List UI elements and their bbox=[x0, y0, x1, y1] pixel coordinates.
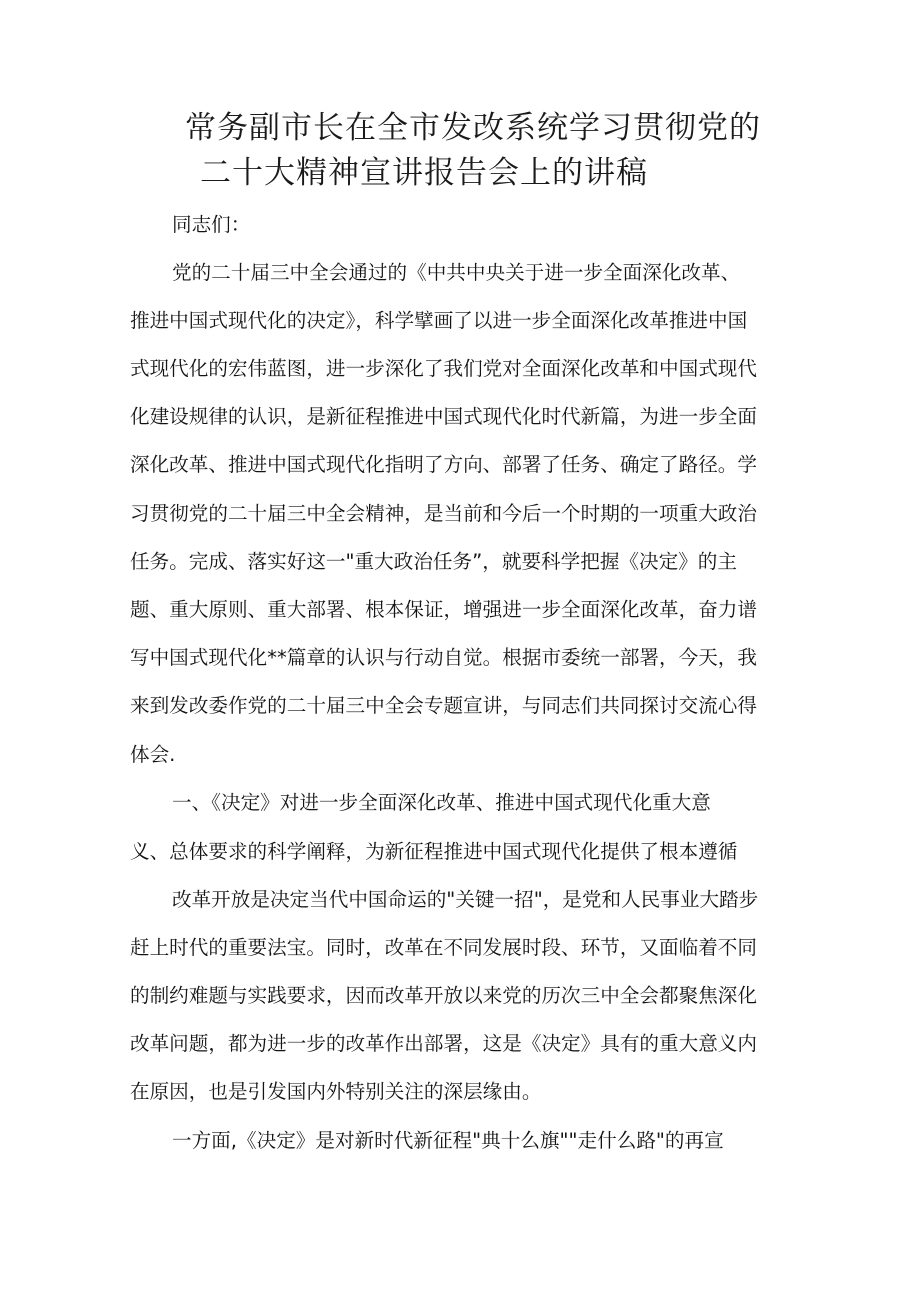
paragraph-2-line: 赶上时代的重要法宝。同时，改革在不同发展时段、环节，又面临着不同 bbox=[130, 936, 757, 959]
section-heading-line: 义、总体要求的科学阐释，为新征程推进中国式现代化提供了根本遵循 bbox=[130, 840, 738, 863]
paragraph-1-line: 写中国式现代化**篇章的认识与行动自觉。根据市委统一部署，今天，我 bbox=[130, 646, 757, 669]
section-heading-line: 一、《决定》对进一步全面深化改革、推进中国式现代化重大意 bbox=[172, 791, 711, 814]
paragraph-1-line: 任务。完成、落实好这一"重大政治任务”，就要科学把握《决定》的主 bbox=[130, 550, 737, 573]
paragraph-1-line: 推进中国式现代化的决定》，科学擘画了以进一步全面深化改革推进中国 bbox=[130, 309, 748, 332]
paragraph-2-line: 在原因，也是引发国内外特别关注的深层缘由。 bbox=[130, 1080, 542, 1103]
paragraph-1-line: 题、重大原则、重大部署、根本保证，增强进一步全面深化改革，奋力谱 bbox=[130, 598, 757, 621]
paragraph-2-line: 的制约难题与实践要求，因而改革开放以来党的历次三中全会都聚焦深化 bbox=[130, 984, 757, 1007]
paragraph-1-line: 党的二十届三中全会通过的《中共中央关于进一步全面深化改革、 bbox=[172, 261, 741, 284]
document-title-line-1: 常务副市长在全市发改系统学习贯彻党的 bbox=[185, 110, 761, 146]
paragraph-1-line: 深化改革、推进中国式现代化指明了方向、部署了任务、确定了路径。学 bbox=[130, 453, 757, 476]
paragraph-1-line: 式现代化的宏伟蓝图，进一步深化了我们党对全面深化改革和中国式现代 bbox=[130, 357, 757, 380]
paragraph-1-line: 来到发改委作党的二十届三中全会专题宣讲，与同志们共同探讨交流心得 bbox=[130, 694, 757, 717]
paragraph-2-line: 改革开放是决定当代中国命运的"关键一招"，是党和人民事业大踏步 bbox=[172, 888, 759, 911]
paragraph-2-line: 改革问题，都为进一步的改革作出部署，这是《决定》具有的重大意义内 bbox=[130, 1032, 757, 1055]
salutation: 同志们： bbox=[172, 213, 251, 236]
paragraph-1-line: 化建设规律的认识，是新征程推进中国式现代化时代新篇，为进一步全面 bbox=[130, 405, 757, 428]
paragraph-3-line: 一方面,《决定》是对新时代新征程"典十么旗""走什么路"的再宣 bbox=[172, 1129, 724, 1152]
document-title-line-2: 二十大精神宣讲报告会上的讲稿 bbox=[200, 155, 648, 191]
paragraph-1-line: 体会. bbox=[130, 743, 176, 766]
paragraph-1-line: 习贯彻党的二十届三中全会精神，是当前和今后一个时期的一项重大政治 bbox=[130, 502, 757, 525]
